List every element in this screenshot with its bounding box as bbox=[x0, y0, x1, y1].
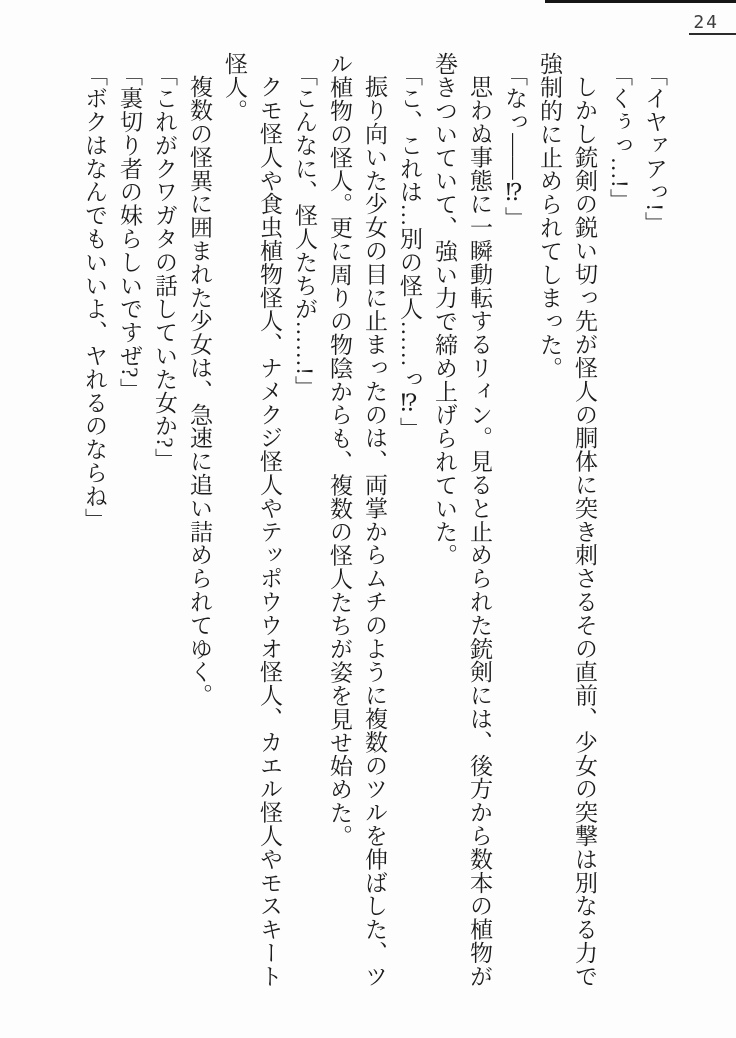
paragraph-4: 「なっ――⁉」 bbox=[502, 63, 527, 230]
paragraph-7: 振り向いた少女の目に止まったのは、両掌からムチのように複数のツルを伸ばした、ツル植物の怪人。更に周りの物陰からも、複数の怪人たちが姿を見せ始めた。 bbox=[327, 52, 387, 988]
paragraph-10: 複数の怪異に囲まれた少女は、急速に追い詰められてゆく。 bbox=[187, 75, 212, 707]
paragraph-12: 「裏切り者の妹らしいですぜ?」 bbox=[117, 63, 142, 402]
page-number: 24 bbox=[693, 12, 719, 33]
page-text bbox=[77, 52, 672, 990]
paragraph-13: 「ボクはなんでもいいよ、ヤれるのならね」 bbox=[82, 63, 107, 531]
paragraph-6: 「こ、これは…別の怪人……っ⁉」 bbox=[397, 63, 422, 441]
paragraph-1: 「イヤァアっ!」 bbox=[642, 63, 667, 235]
paragraph-5: 思わぬ事態に一瞬動転するリィン。見ると止められた銃剣には、後方から数本の植物が巻きついていて、強い力で締め上げられていた。 bbox=[432, 52, 492, 988]
top-edge-rule bbox=[545, 0, 736, 3]
paragraph-3: しかし銃剣の鋭い切っ先が怪人の胴体に突き刺さるその直前、少女の突撃は別なる力で強制的に止められてしまった。 bbox=[537, 52, 597, 988]
page-number-rule bbox=[689, 33, 736, 35]
paragraph-8: 「こんなに、怪人たちが……!」 bbox=[292, 63, 317, 399]
paragraph-2: 「くぅっ…!」 bbox=[607, 63, 632, 212]
paragraph-11: 「これがクワガタの話していた女か?」 bbox=[152, 63, 177, 472]
paragraph-9: クモ怪人や食虫植物怪人、ナメクジ怪人やテッポウウオ怪人、カエル怪人やモスキート怪人。 bbox=[222, 52, 282, 988]
